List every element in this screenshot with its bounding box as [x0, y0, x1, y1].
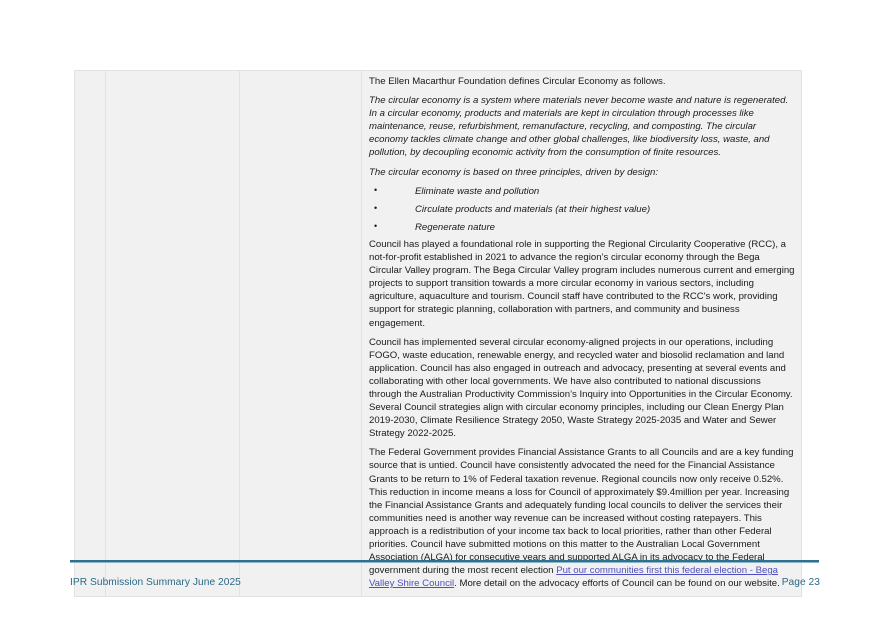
paragraph-intro: The Ellen Macarthur Foundation defines Circular Economy as follows.	[369, 76, 666, 87]
table-cell-col1	[75, 71, 106, 597]
footer-divider	[70, 560, 819, 563]
table-cell-content	[362, 71, 802, 597]
paragraph-principles-lead: The circular economy is based on three principles, driven by design:	[369, 166, 659, 178]
paragraph-financial-assistance	[369, 446, 795, 590]
table-cell-col3-text	[240, 71, 361, 81]
principles-bullet-list	[369, 185, 795, 234]
table-cell-col2	[106, 71, 240, 597]
table-cell-col3	[240, 71, 362, 597]
table-row	[75, 71, 802, 597]
content-table	[74, 70, 802, 597]
paragraph-text-after-link: . More detail on the advocacy efforts of Council can be found on our website.	[454, 578, 780, 590]
list-item: • Regenerate nature	[369, 221, 795, 234]
footer-page-number: Page 23	[781, 577, 820, 588]
paragraph-rcc: Council has played a foundational role in supporting the Regional Circularity Cooperative (RCC), a not-for-profit established in 2021 to advance the region’s circular economy through the Bega Circular Valley program. The Bega Circular Valley program includes numerous current and emerging projects to support transition towards a more circular economy in various sectors, including agriculture, aquaculture and tourism. Council staff have contributed to the RCC's work, providing support for strategic planning, collaboration with partners, and community and business engagement.	[369, 238, 795, 329]
paragraph-definition: The circular economy is a system where materials never become waste and nature is regenerated. In a circular economy, products and materials are kept in circulation through processes like maintenance, reuse, refurbishment, remanufacture, recycling, and composting. The circular economy tackles climate change and other global challenges, like biodiversity loss, waste, and pollution, by decoupling economic activity from the consumption of finite resources.	[369, 95, 789, 159]
list-item: • Circulate products and materials (at their highest value)	[369, 203, 795, 216]
table-cell-col1-text	[75, 71, 105, 81]
footer-document-title: IPR Submission Summary June 2025	[70, 577, 241, 588]
list-item: • Eliminate waste and pollution	[369, 185, 795, 198]
federal-election-link[interactable]: Put our communities first this federal election - Bega Valley Shire Council	[369, 565, 779, 590]
cell-body	[362, 71, 801, 596]
table-cell-col2-text	[106, 71, 239, 81]
paragraph-text-before-link: The Federal Government provides Financial Assistance Grants to all Councils and are a key funding source that is untied. Council have consistently advocated the need for the Financial Assistance Grants to be return to 1% of Federal taxation revenue. Regional councils now only receive 0.52%. This reduction in income means a loss for Council of approximately $9.4million per year. Increasing the Financial Assistance Grants and adequately funding local councils to deliver the services their communities need is another way revenue can be increased without costing ratepayers. This approach is a redistribution of your income tax back to local priorities, rather than other Federal priorities. Council have submitted motions on this matter to the Australian Local Government Association (ALGA) for consecutive years and supported ALGA in its advocacy to the Federal government during the most recent election	[369, 447, 794, 577]
page-footer	[70, 577, 820, 588]
paragraph-projects: Council has implemented several circular economy-aligned projects in our operations, including FOGO, waste education, renewable energy, and recycled water and biosolid reclamation and land application. Council has also engaged in outreach and advocacy, presenting at several events and collaborating with other local governments. We have also contributed to national discussions through the Australian Productivity Commission’s Inquiry into Opportunities in the Circular Economy. Several Council strategies align with circular economy principles, including our Clean Energy Plan 2019-2030, Climate Resilience Strategy 2050, Waste Strategy 2025-2035 and Water and Sewer Strategy 2022-2025.	[369, 336, 793, 440]
